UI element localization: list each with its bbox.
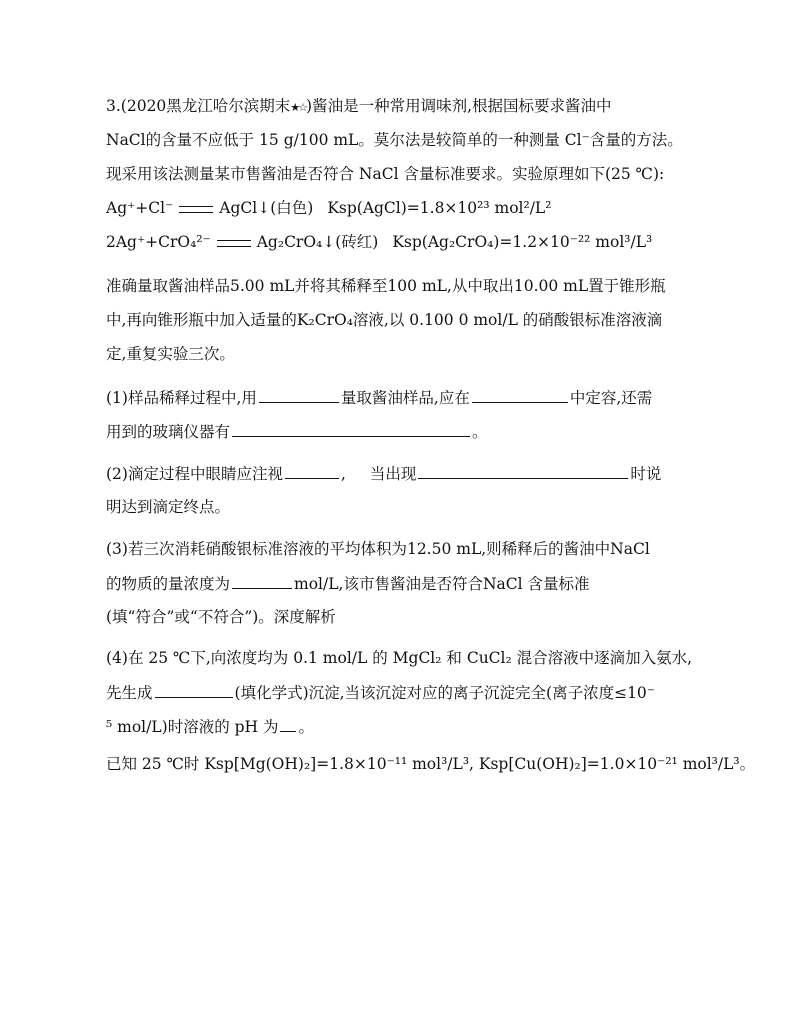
question-source: (2020黑龙江哈尔滨期末: [120, 97, 291, 115]
procedure-line-2: 中,再向锥形瓶中加入适量的K₂CrO₄溶液,以 0.100 0 mol/L 的硝酸银标准溶液滴: [106, 311, 663, 329]
equation-ag2cro4-right: Ag₂CrO₄↓(砖红): [256, 233, 379, 251]
part-3-line-2: 的物质的量浓度为 mol/L,该市售酱油是否符合NaCl 含量标准: [106, 575, 590, 593]
equilibrium-equals-icon: [217, 240, 251, 247]
part-1-line-2: 用到的玻璃仪器有 。: [106, 423, 488, 441]
question-intro-line-1: [106, 96, 612, 118]
part-2-line-2: 明达到滴定终点。: [106, 498, 231, 516]
procedure-line-1: 准确量取酱油样品5.00 mL并将其稀释至100 mL,从中取出10.00 mL置于锥形瓶: [106, 277, 666, 295]
part-4-line-1: (4)在 25 ℃下,向浓度均为 0.1 mol/L 的 MgCl₂ 和 CuCl₂ 混合溶液中逐滴加入氨水,: [106, 649, 693, 667]
answer-blank-2b[interactable]: [418, 463, 628, 479]
equation-agcl: [106, 198, 551, 218]
question-intro-line-3: 现采用该法测量某市售酱油是否符合 NaCl 含量标准要求。实验原理如下(25 ℃):: [106, 165, 665, 183]
part-3-line-3: (填“符合”或“不符合”)。深度解析: [106, 608, 336, 626]
part-4-line-2: 先生成 (填化学式)沉淀,当该沉淀对应的离子沉淀完全(离子浓度≤10⁻: [106, 684, 655, 702]
question-source-close: ): [306, 97, 313, 115]
difficulty-stars-icon: ★☆: [290, 101, 307, 114]
ksp-ag2cro4: Ksp(Ag₂CrO₄)=1.2×10⁻²² mol³/L³: [392, 233, 653, 251]
procedure-line-3: 定,重复实验三次。: [106, 345, 235, 363]
question-intro-line-2: NaCl的含量不应低于 15 g/100 mL。莫尔法是较简单的一种测量 Cl⁻含量的方法。: [106, 131, 683, 149]
answer-blank-1c[interactable]: [232, 421, 470, 437]
answer-blank-3a[interactable]: [232, 573, 292, 589]
equation-agcl-right: AgCl↓(白色): [219, 199, 314, 217]
equation-ag2cro4: [106, 232, 652, 252]
answer-blank-2a[interactable]: [285, 463, 339, 479]
part-2-line-1: (2)滴定过程中眼睛应注视 , 当出现 时说: [106, 465, 662, 483]
answer-blank-4b[interactable]: [280, 716, 296, 732]
given-ksp-values: 已知 25 ℃时 Ksp[Mg(OH)₂]=1.8×10⁻¹¹ mol³/L³, Ksp[Cu(OH)₂]=1.0×10⁻²¹ mol³/L³。: [106, 755, 756, 773]
question-text: 酱油是一种常用调味剂,根据国标要求酱油中: [312, 97, 612, 115]
answer-blank-1a[interactable]: [259, 387, 339, 403]
question-number: 3.: [106, 97, 121, 115]
part-4-line-3: ⁵ mol/L)时溶液的 pH 为 。: [106, 718, 314, 736]
equation-agcl-left: Ag⁺+Cl⁻: [106, 199, 174, 217]
answer-blank-4a[interactable]: [155, 682, 233, 698]
part-3-line-1: (3)若三次消耗硝酸银标准溶液的平均体积为12.50 mL,则稀释后的酱油中NaCl: [106, 540, 650, 558]
ksp-agcl: Ksp(AgCl)=1.8×10²³ mol²/L²: [327, 199, 552, 217]
equilibrium-equals-icon: [179, 206, 213, 213]
equation-ag2cro4-left: 2Ag⁺+CrO₄²⁻: [106, 233, 211, 251]
answer-blank-1b[interactable]: [472, 387, 568, 403]
part-1-line-1: (1)样品稀释过程中,用 量取酱油样品,应在 中定容,还需: [106, 389, 653, 407]
